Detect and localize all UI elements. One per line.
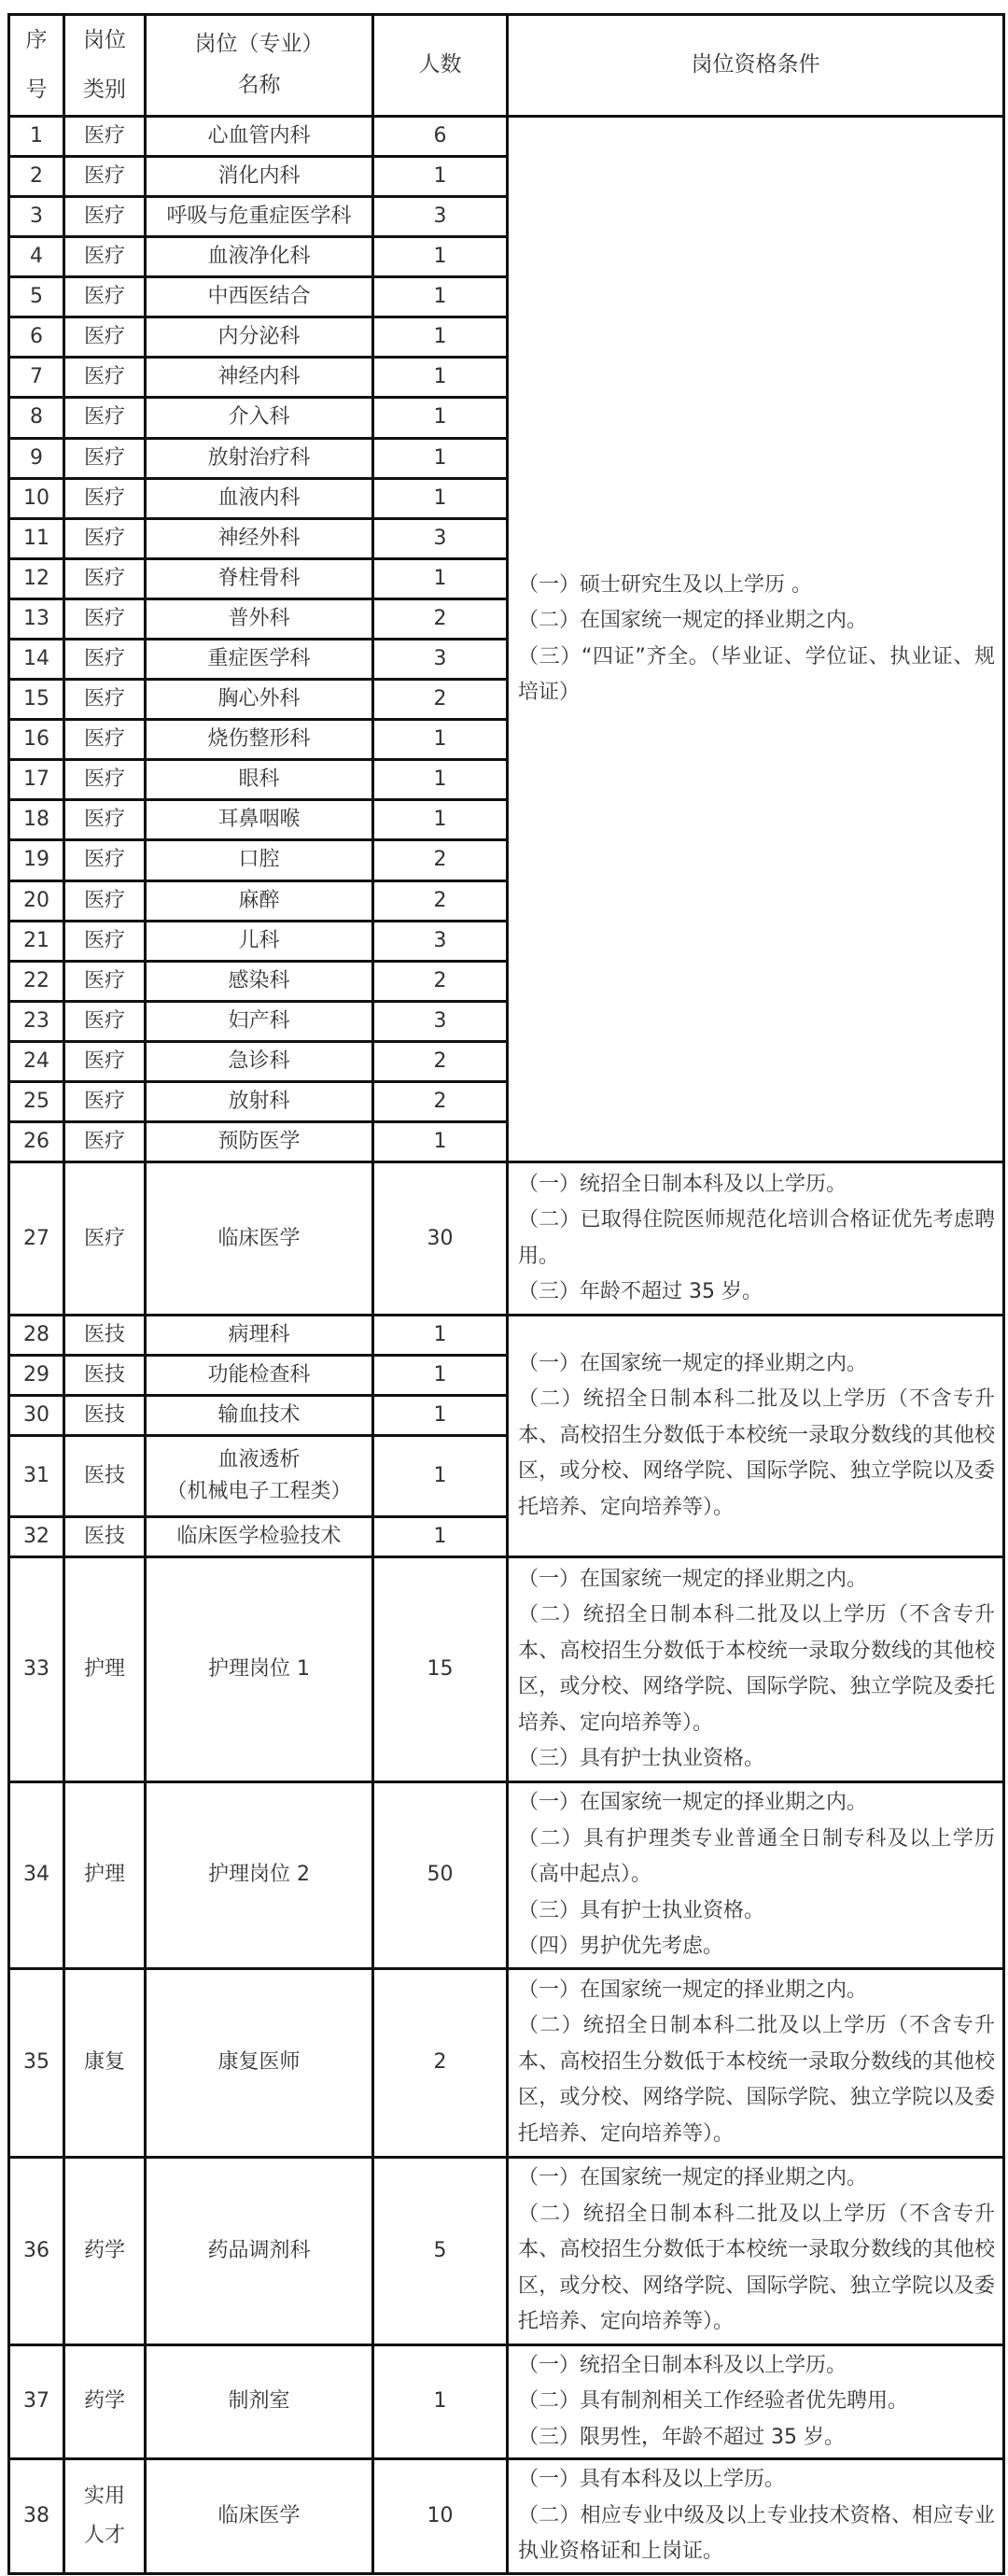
- cell-category: 医疗: [64, 116, 146, 156]
- cell-category: 医疗: [64, 1162, 146, 1316]
- condition-line: （二）具有护理类专业普通全日制专科及以上学历（高中起点）。: [518, 1826, 995, 1887]
- cell-name: 临床医学: [146, 1162, 373, 1316]
- condition-line: （二）已取得住院医师规范化培训合格证优先考虑聘用。: [518, 1208, 995, 1268]
- cell-no: 11: [9, 518, 64, 558]
- cell-no: 25: [9, 1082, 64, 1122]
- condition-line: （四）男护优先考虑。: [518, 1935, 724, 1959]
- condition-line: （一）在国家统一规定的择业期之内。: [518, 2166, 868, 2190]
- cell-no: 29: [9, 1356, 64, 1396]
- cell-no: 19: [9, 840, 64, 880]
- cell-count: 1: [373, 720, 508, 760]
- table-row: [9, 1557, 1004, 1782]
- cell-no: 16: [9, 720, 64, 760]
- cell-count: 30: [373, 1162, 508, 1316]
- cell-count: 1: [373, 156, 508, 196]
- cell-category: 医疗: [64, 921, 146, 961]
- cell-no: 9: [9, 438, 64, 478]
- condition-line: （二）统招全日制本科二批及以上学历（不含专升本、高校招生分数低于本校统一录取分数线的其他校区，或分校、网络学院、国际学院、独立学院以及委托培养、定向培养等）。: [518, 1387, 995, 1519]
- cell-count: 2: [373, 598, 508, 639]
- cell-no: 23: [9, 1001, 64, 1041]
- cell-category: 医疗: [64, 558, 146, 598]
- cell-count: 1: [373, 2344, 508, 2459]
- cell-category: 医疗: [64, 760, 146, 800]
- condition-line: （一）在国家统一规定的择业期之内。: [518, 1351, 868, 1375]
- cell-name: 康复医师: [146, 1968, 373, 2157]
- cell-category: 医疗: [64, 438, 146, 478]
- cell-category: 医疗: [64, 840, 146, 880]
- cell-conditions: [508, 1557, 1004, 1782]
- table-row: [9, 1782, 1004, 1969]
- cell-category: 医疗: [64, 1041, 146, 1081]
- cell-category: 医疗: [64, 1001, 146, 1041]
- cell-count: 3: [373, 1001, 508, 1041]
- cell-name: 妇产科: [146, 1001, 373, 1041]
- cell-category: 医疗: [64, 317, 146, 358]
- cell-category: 医疗: [64, 237, 146, 277]
- cell-name: 重症医学科: [146, 640, 373, 680]
- cell-name: 放射治疗科: [146, 438, 373, 478]
- cell-no: 32: [9, 1517, 64, 1557]
- cell-count: 50: [373, 1782, 508, 1969]
- cell-count: 3: [373, 921, 508, 961]
- condition-line: （一）具有本科及以上学历。: [518, 2468, 786, 2492]
- cell-category: 医技: [64, 1396, 146, 1436]
- cell-no: 33: [9, 1557, 64, 1782]
- cell-count: 1: [373, 317, 508, 358]
- cell-no: 30: [9, 1396, 64, 1436]
- cell-name: 口腔: [146, 840, 373, 880]
- cell-conditions: [508, 2344, 1004, 2459]
- cell-category: 医疗: [64, 398, 146, 438]
- cell-count: 5: [373, 2157, 508, 2344]
- condition-line: （一）统招全日制本科及以上学历。: [518, 2353, 847, 2377]
- cell-count: 1: [373, 1356, 508, 1396]
- cell-no: 28: [9, 1316, 64, 1356]
- cell-name: 眼科: [146, 760, 373, 800]
- condition-line: （二）统招全日制本科二批及以上学历（不含专升本、高校招生分数低于本校统一录取分数线的其他校区，或分校、网络学院、国际学院、独立学院以及委托培养、定向培养等）。: [518, 2202, 995, 2334]
- cell-name: 预防医学: [146, 1122, 373, 1162]
- cell-name: 放射科: [146, 1082, 373, 1122]
- table-body: [9, 116, 1004, 2573]
- condition-line: （一）在国家统一规定的择业期之内。: [518, 1978, 868, 2002]
- condition-line: （一）统招全日制本科及以上学历。: [518, 1172, 847, 1196]
- cell-name: 血液净化科: [146, 237, 373, 277]
- cell-no: 8: [9, 398, 64, 438]
- cell-category: 医疗: [64, 720, 146, 760]
- cell-no: 15: [9, 680, 64, 720]
- cell-conditions: [508, 1316, 1004, 1557]
- cell-name: 介入科: [146, 398, 373, 438]
- cell-name: 护理岗位 1: [146, 1557, 373, 1782]
- cell-count: 2: [373, 880, 508, 921]
- cell-category: 医疗: [64, 196, 146, 236]
- cell-name: 烧伤整形科: [146, 720, 373, 760]
- cell-no: 37: [9, 2344, 64, 2459]
- cell-category: 医疗: [64, 478, 146, 518]
- cell-no: 2: [9, 156, 64, 196]
- condition-line: （二）相应专业中级及以上专业技术资格、相应专业执业资格证和上岗证。: [518, 2503, 995, 2564]
- cell-name: 血液内科: [146, 478, 373, 518]
- condition-line: （三）限男性，年龄不超过 35 岁。: [518, 2425, 845, 2449]
- cell-conditions: [508, 2157, 1004, 2344]
- cell-name: 胸心外科: [146, 680, 373, 720]
- cell-count: 3: [373, 196, 508, 236]
- cell-no: 21: [9, 921, 64, 961]
- cell-count: 1: [373, 237, 508, 277]
- cell-category: 护理: [64, 1557, 146, 1782]
- header-name: 岗位（专业） 名称: [146, 15, 373, 117]
- cell-count: 1: [373, 1396, 508, 1436]
- header-count: 人数: [373, 15, 508, 117]
- cell-no: 10: [9, 478, 64, 518]
- cell-name: 护理岗位 2: [146, 1782, 373, 1969]
- recruitment-table: [7, 13, 1005, 2575]
- cell-no: 1: [9, 116, 64, 156]
- cell-name: 急诊科: [146, 1041, 373, 1081]
- cell-no: 3: [9, 196, 64, 236]
- cell-category: 医疗: [64, 961, 146, 1001]
- condition-line: （三）具有护士执业资格。: [518, 1898, 765, 1922]
- cell-name: 耳鼻咽喉: [146, 800, 373, 840]
- cell-name: 消化内科: [146, 156, 373, 196]
- cell-name: 输血技术: [146, 1396, 373, 1436]
- table-row: [9, 116, 1004, 156]
- cell-name: 神经内科: [146, 358, 373, 398]
- cell-count: 2: [373, 1082, 508, 1122]
- cell-category: 医技: [64, 1316, 146, 1356]
- cell-count: 1: [373, 558, 508, 598]
- condition-line: （二）具有制剂相关工作经验者优先聘用。: [518, 2389, 909, 2414]
- cell-conditions: [508, 2459, 1004, 2574]
- cell-count: 1: [373, 277, 508, 317]
- table-row: [9, 1162, 1004, 1316]
- cell-category: 医疗: [64, 156, 146, 196]
- cell-no: 13: [9, 598, 64, 639]
- cell-count: 1: [373, 1316, 508, 1356]
- condition-line: （三）具有护士执业资格。: [518, 1747, 765, 1771]
- cell-count: 1: [373, 398, 508, 438]
- cell-name: 呼吸与危重症医学科: [146, 196, 373, 236]
- cell-category: 医技: [64, 1356, 146, 1396]
- cell-no: 34: [9, 1782, 64, 1969]
- cell-no: 38: [9, 2459, 64, 2574]
- cell-count: 2: [373, 961, 508, 1001]
- cell-no: 14: [9, 640, 64, 680]
- cell-category: 医疗: [64, 880, 146, 921]
- cell-category: 医疗: [64, 518, 146, 558]
- header-row: [9, 15, 1004, 117]
- header-no: 序 号: [9, 15, 64, 117]
- cell-name: 内分泌科: [146, 317, 373, 358]
- cell-no: 20: [9, 880, 64, 921]
- cell-category: 护理: [64, 1782, 146, 1969]
- cell-name: 临床医学: [146, 2459, 373, 2574]
- table-row: [9, 1316, 1004, 1356]
- cell-count: 1: [373, 760, 508, 800]
- cell-name: 功能检查科: [146, 1356, 373, 1396]
- cell-category: 医疗: [64, 358, 146, 398]
- cell-count: 3: [373, 640, 508, 680]
- cell-name: 麻醉: [146, 880, 373, 921]
- cell-category: 医疗: [64, 277, 146, 317]
- cell-name: 儿科: [146, 921, 373, 961]
- cell-no: 35: [9, 1968, 64, 2157]
- cell-no: 26: [9, 1122, 64, 1162]
- cell-no: 22: [9, 961, 64, 1001]
- cell-no: 6: [9, 317, 64, 358]
- cell-no: 5: [9, 277, 64, 317]
- cell-conditions: [508, 1162, 1004, 1316]
- condition-line: （一）在国家统一规定的择业期之内。: [518, 1567, 868, 1591]
- table-row: [9, 2459, 1004, 2574]
- cell-count: 1: [373, 358, 508, 398]
- cell-no: 12: [9, 558, 64, 598]
- cell-no: 17: [9, 760, 64, 800]
- cell-category: 药学: [64, 2157, 146, 2344]
- table-row: [9, 2157, 1004, 2344]
- cell-category: 医疗: [64, 640, 146, 680]
- cell-count: 1: [373, 1517, 508, 1557]
- cell-count: 3: [373, 518, 508, 558]
- cell-count: 1: [373, 800, 508, 840]
- cell-count: 2: [373, 840, 508, 880]
- cell-no: 36: [9, 2157, 64, 2344]
- cell-category: 医技: [64, 1436, 146, 1517]
- cell-no: 7: [9, 358, 64, 398]
- cell-name: 制剂室: [146, 2344, 373, 2459]
- cell-count: 1: [373, 438, 508, 478]
- condition-line: （二）在国家统一规定的择业期之内。: [518, 609, 868, 632]
- cell-no: 24: [9, 1041, 64, 1081]
- cell-conditions: [508, 1782, 1004, 1969]
- cell-name: 血液透析 （机械电子工程类）: [146, 1436, 373, 1517]
- cell-count: 2: [373, 1968, 508, 2157]
- table-row: [9, 2344, 1004, 2459]
- cell-count: 2: [373, 680, 508, 720]
- header-category: 岗位 类别: [64, 15, 146, 117]
- cell-name: 神经外科: [146, 518, 373, 558]
- cell-name: 脊柱骨科: [146, 558, 373, 598]
- cell-category: 药学: [64, 2344, 146, 2459]
- cell-name: 病理科: [146, 1316, 373, 1356]
- cell-category: 实用 人才: [64, 2459, 146, 2574]
- cell-category: 医疗: [64, 680, 146, 720]
- cell-name: 普外科: [146, 598, 373, 639]
- condition-line: （二）统招全日制本科二批及以上学历（不含专升本、高校招生分数低于本校统一录取分数线的其他校区，或分校、网络学院、国际学院、独立学院及委托培养、定向培养等）。: [518, 1603, 995, 1735]
- cell-count: 2: [373, 1041, 508, 1081]
- cell-name: 临床医学检验技术: [146, 1517, 373, 1557]
- cell-category: 医疗: [64, 800, 146, 840]
- cell-category: 医疗: [64, 1122, 146, 1162]
- cell-no: 27: [9, 1162, 64, 1316]
- cell-count: 10: [373, 2459, 508, 2574]
- cell-count: 15: [373, 1557, 508, 1782]
- table-row: [9, 1968, 1004, 2157]
- condition-line: （三）“四证”齐全。（毕业证、学位证、执业证、规培证）: [518, 644, 995, 704]
- cell-name: 心血管内科: [146, 116, 373, 156]
- condition-line: （二）统招全日制本科二批及以上学历（不含专升本、高校招生分数低于本校统一录取分数线的其他校区，或分校、网络学院、国际学院、独立学院以及委托培养、定向培养等）。: [518, 2014, 995, 2146]
- cell-conditions: [508, 1968, 1004, 2157]
- condition-line: （一）在国家统一规定的择业期之内。: [518, 1791, 868, 1815]
- cell-category: 医疗: [64, 1082, 146, 1122]
- cell-count: 1: [373, 1436, 508, 1517]
- cell-no: 18: [9, 800, 64, 840]
- cell-name: 中西医结合: [146, 277, 373, 317]
- cell-category: 康复: [64, 1968, 146, 2157]
- cell-category: 医技: [64, 1517, 146, 1557]
- cell-category: 医疗: [64, 598, 146, 639]
- cell-name: 药品调剂科: [146, 2157, 373, 2344]
- condition-line: （三）年龄不超过 35 岁。: [518, 1280, 763, 1304]
- cell-name: 感染科: [146, 961, 373, 1001]
- condition-line: （一）硕士研究生及以上学历 。: [518, 572, 812, 597]
- cell-count: 1: [373, 478, 508, 518]
- cell-no: 31: [9, 1436, 64, 1517]
- cell-count: 1: [373, 1122, 508, 1162]
- cell-conditions: [508, 116, 1004, 1161]
- header-conditions: 岗位资格条件: [508, 15, 1004, 117]
- cell-no: 4: [9, 237, 64, 277]
- cell-count: 6: [373, 116, 508, 156]
